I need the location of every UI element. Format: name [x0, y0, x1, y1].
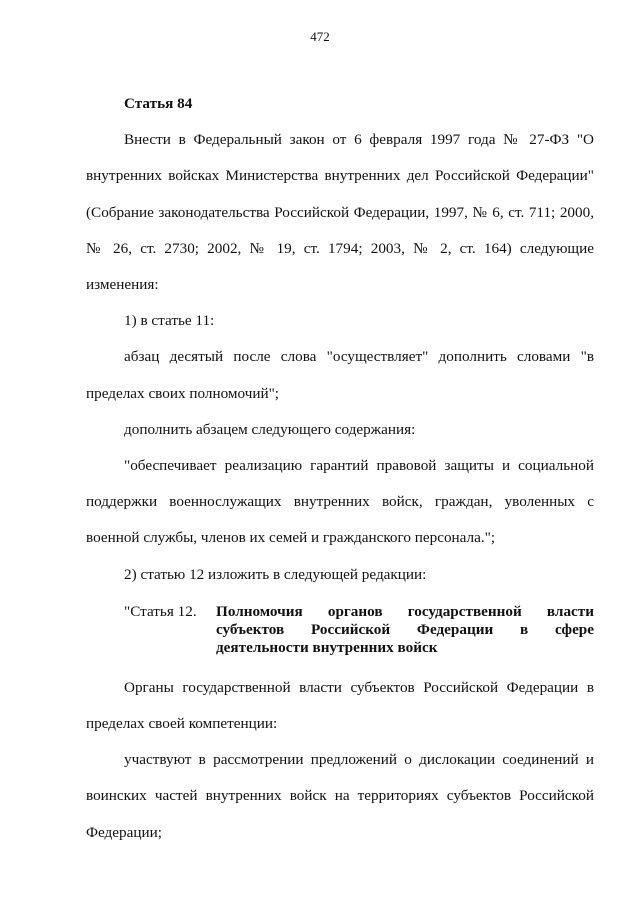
document-body [86, 86, 594, 851]
article-12-title: Полномочия органов государственной власти субъектов Российской Федерации в сфере деятельности внутренних войск [216, 602, 594, 656]
article-title: Статья 84 [124, 95, 193, 112]
article-12-label: "Статья 12. [124, 602, 197, 620]
paragraph-item-1: 1) в статье 11: [124, 312, 215, 330]
paragraph-article-12-intro: Органы государственной власти субъектов Российской Федерации в пределах своей компетенции: [86, 678, 594, 733]
paragraph-item-1-change-a: абзац десятый после слова "осуществляет" дополнить словами "в пределах своих полномочий"; [86, 348, 594, 402]
paragraph-amendment-intro: Внести в Федеральный закон от 6 февраля 1997 года № 27-ФЗ "О внутренних войсках Министерства внутренних дел Российской Федерации" (Собрание законодательства Российской Федерации, 1997, № 6, ст. 711; 2000, № 26, ст. 2730; 2002, № 19, ст. 1794; 2003, № 2, ст. 164) следующие изменения: [86, 131, 594, 294]
paragraph-item-2: 2) статью 12 изложить в следующей редакции: [124, 565, 427, 583]
paragraph-article-12-item: участвуют в рассмотрении предложений о дислокации соединений и воинских частей внутренних войск на территориях субъектов Российской Федерации; [86, 751, 594, 841]
page-number: 472 [310, 29, 330, 44]
paragraph-item-1-change-b: дополнить абзацем следующего содержания: [124, 420, 416, 438]
paragraph-quoted-text: "обеспечивает реализацию гарантий правовой защиты и социальной поддержки военнослужащих внутренних войск, граждан, уволенных с военной службы, членов их семей и гражданского персонала."; [86, 457, 594, 547]
article-12-heading [124, 603, 594, 657]
